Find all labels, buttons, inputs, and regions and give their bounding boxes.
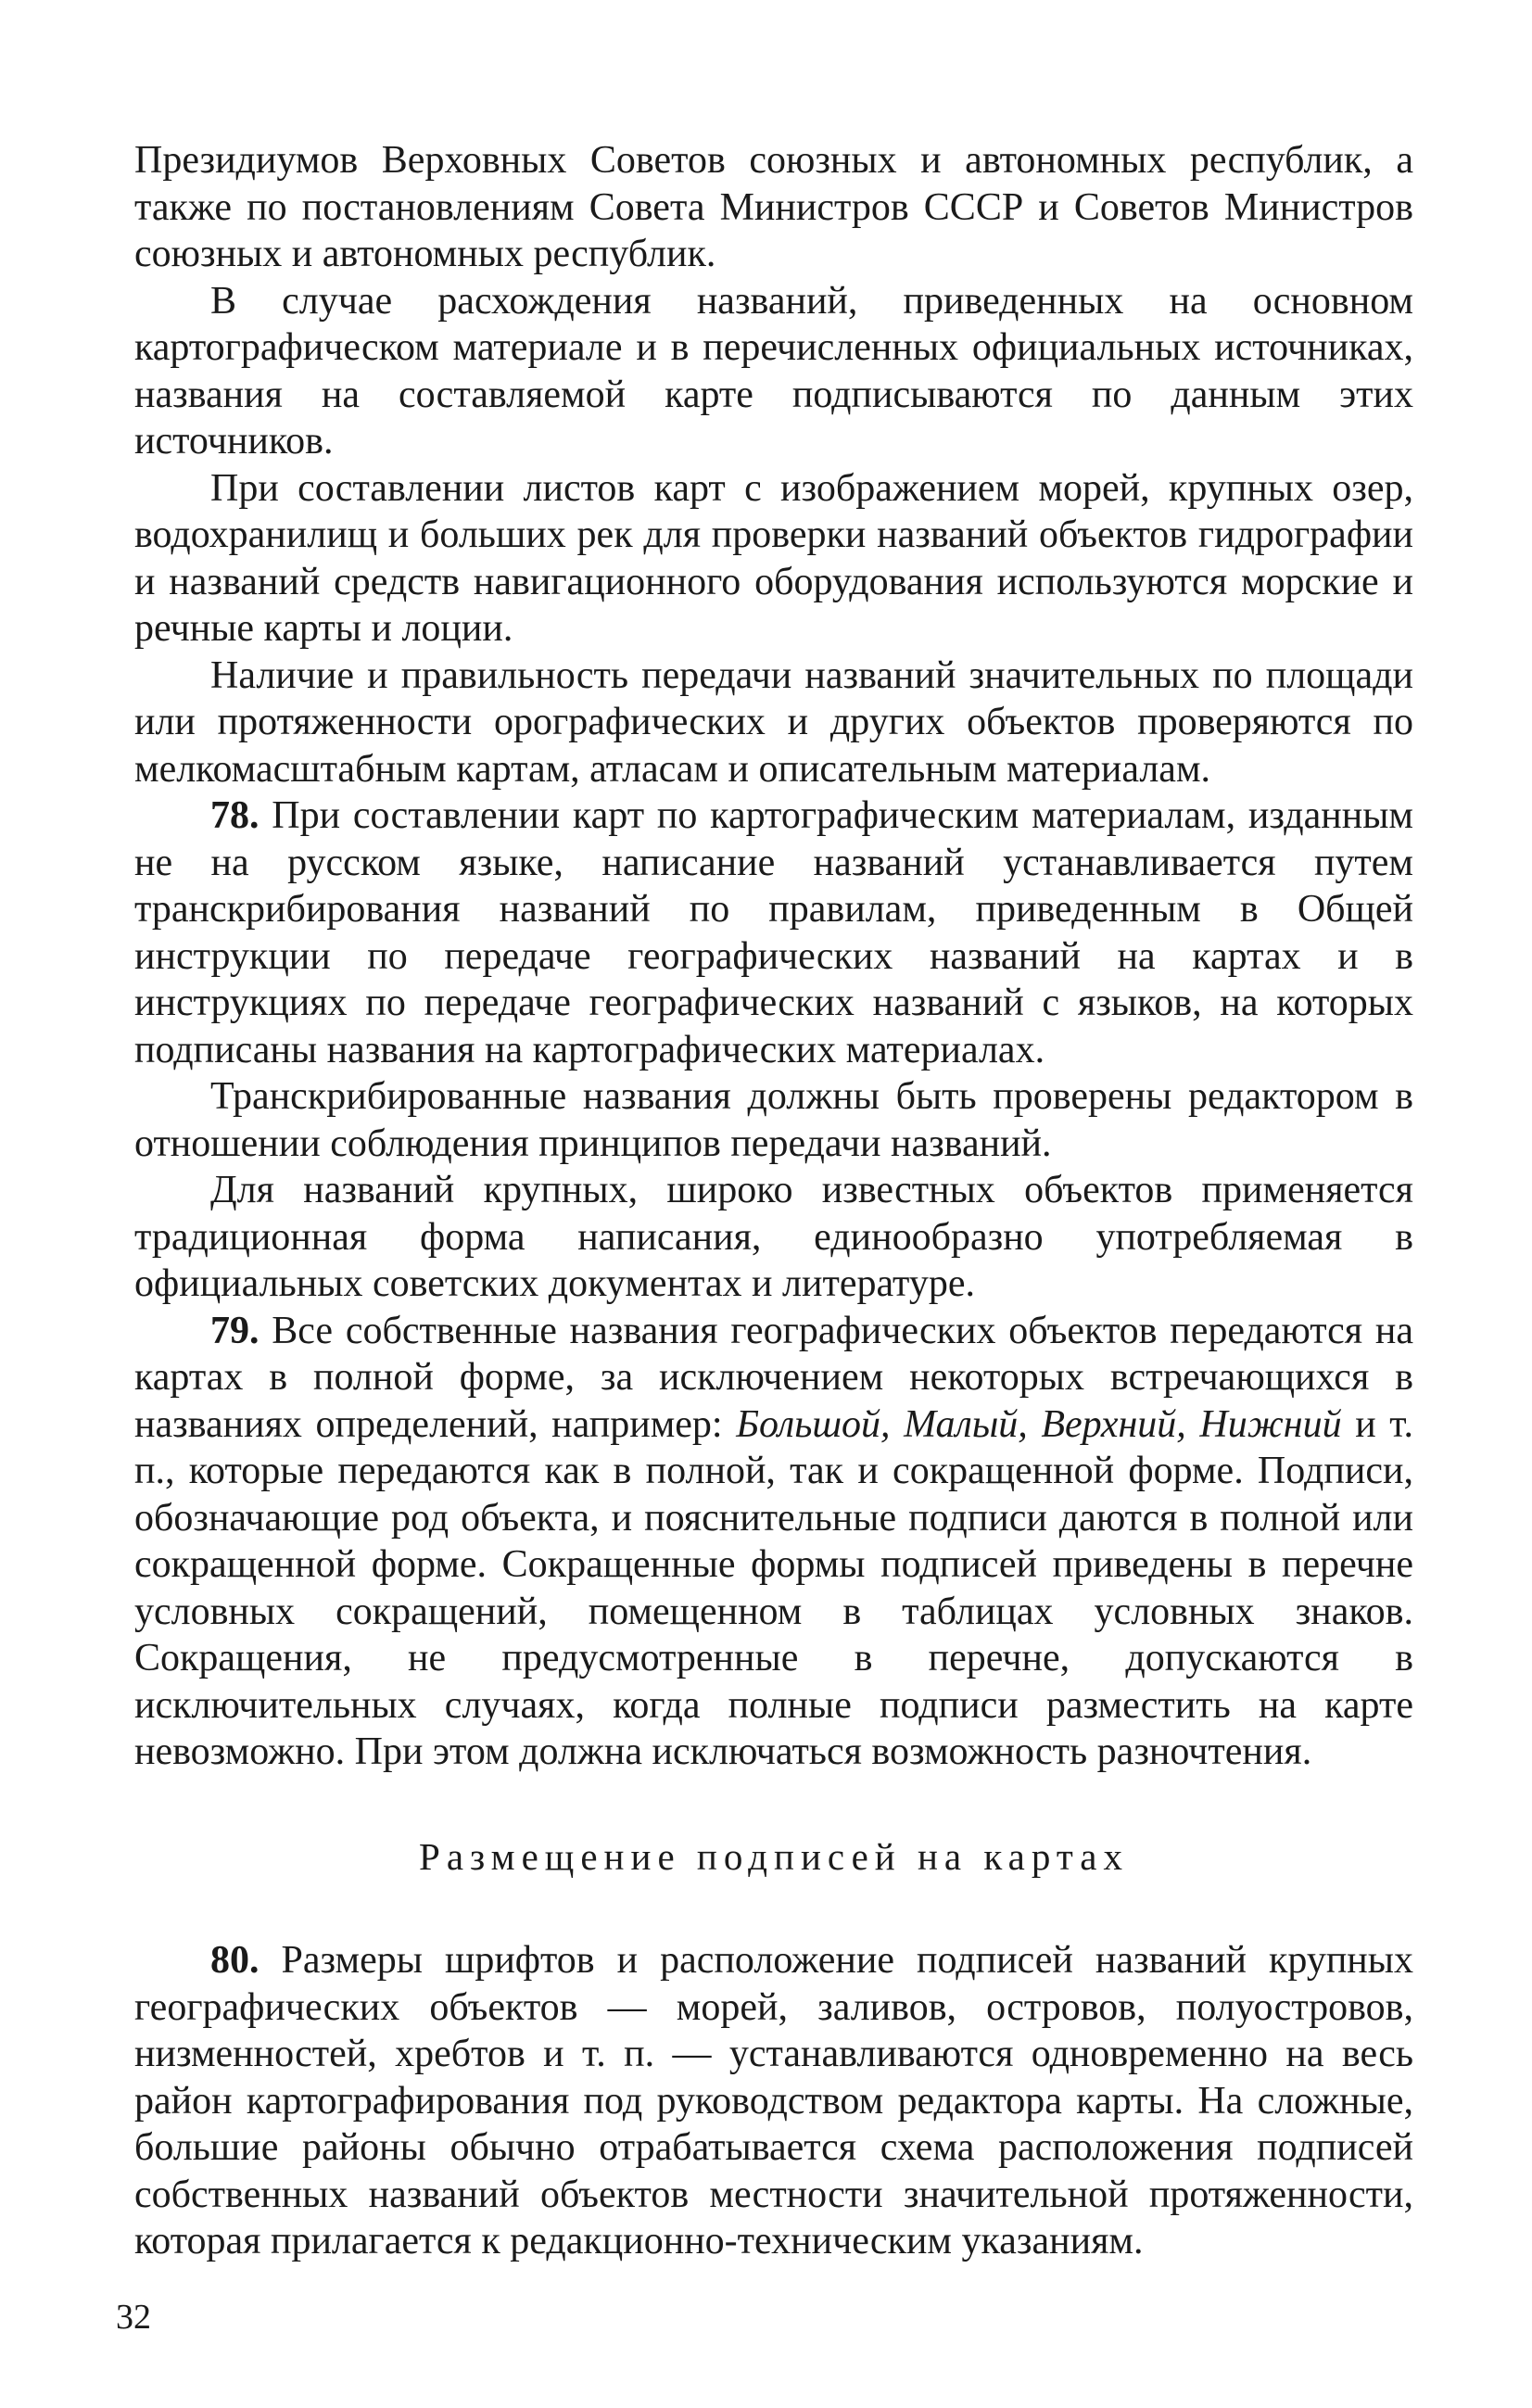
clause-80-text: Размеры шрифтов и расположение подписей названий крупных географических объектов — морей, заливов, островов, полуостровов, низменностей, хребтов и т. п. — устанавливаются одновременно на весь район картографирования под руководством редактора карты. На сложные, большие районы обычно отрабатывается схема расположения подписей собственных названий объектов местности значительной протяженности, которая прилагается к редакционно-техническим указаниям. <box>134 1939 1413 2262</box>
clause-79-text-a: Все собственные названия географических объектов передаются на картах в полной форме, за исключением некоторых встречающихся в названиях определений, например: <box>134 1309 1413 1446</box>
paragraph-7: Для названий крупных, широко известных объектов применяется традиционная форма написания, единообразно употребляемая в официальных советских документах и литературе. <box>134 1169 1413 1305</box>
clause-number-80: 80. <box>210 1939 260 1982</box>
page-number: 32 <box>116 2298 151 2337</box>
paragraph-1: Президиумов Верховных Советов союзных и автономных республик, а также по постановлениям Совета Министров СССР и Советов Министров союзных и автономных республик. <box>134 139 1413 275</box>
clause-78-text: При составлении карт по картографическим материалам, изданным не на русском языке, написание названий устанавливается путем транскрибирования названий по правилам, приведенным в Общей инструкции по передаче географических названий на картах и в инструкциях по передаче географических названий с языков, на которых подписаны названия на картографических материалах. <box>134 794 1413 1071</box>
section-heading: Размещение подписей на картах <box>419 1834 1129 1878</box>
paragraph-80 <box>134 1937 1413 2265</box>
paragraph-2: В случае расхождения названий, приведенных на основном картографическом материале и в перечисленных официальных источниках, названия на составляемой карте подписываются по данным этих источников. <box>134 279 1413 463</box>
paragraph-78 <box>134 792 1413 1073</box>
paragraph-4: Наличие и правильность передачи названий значительных по площади или протяженности орографических и других объектов проверяются по мелкомасштабным картам, атласам и описательным материалам. <box>134 653 1413 791</box>
page-body <box>134 137 1413 2265</box>
paragraph-6: Транскрибированные названия должны быть проверены редактором в отношении соблюдения принципов передачи названий. <box>134 1075 1413 1165</box>
clause-79-text-b: и т. п., которые передаются как в полной, так и сокращенной форме. Подписи, обозначающие род объекта, и пояснительные подписи даются в полной или сокращенной форме. Сокращенные формы подписей приведены в перечне условных сокращений, помещенном в таблицах условных знаков. Сокращения, не предусмотренные в перечне, допускаются в исключительных случаях, когда полные подписи разместить на карте невозможно. При этом должна исключаться возможность разночтения. <box>134 1402 1413 1773</box>
clause-number-79: 79. <box>210 1309 260 1352</box>
paragraph-79 <box>134 1308 1413 1776</box>
clause-79-italic-examples: Большой, Малый, Верхний, Нижний <box>736 1402 1342 1446</box>
clause-number-78: 78. <box>210 794 260 837</box>
paragraph-3: При составлении листов карт с изображением морей, крупных озер, водохранилищ и больших рек для проверки названий объектов гидрографии и названий средств навигационного оборудования используются морские и речные карты и лоции. <box>134 466 1413 650</box>
